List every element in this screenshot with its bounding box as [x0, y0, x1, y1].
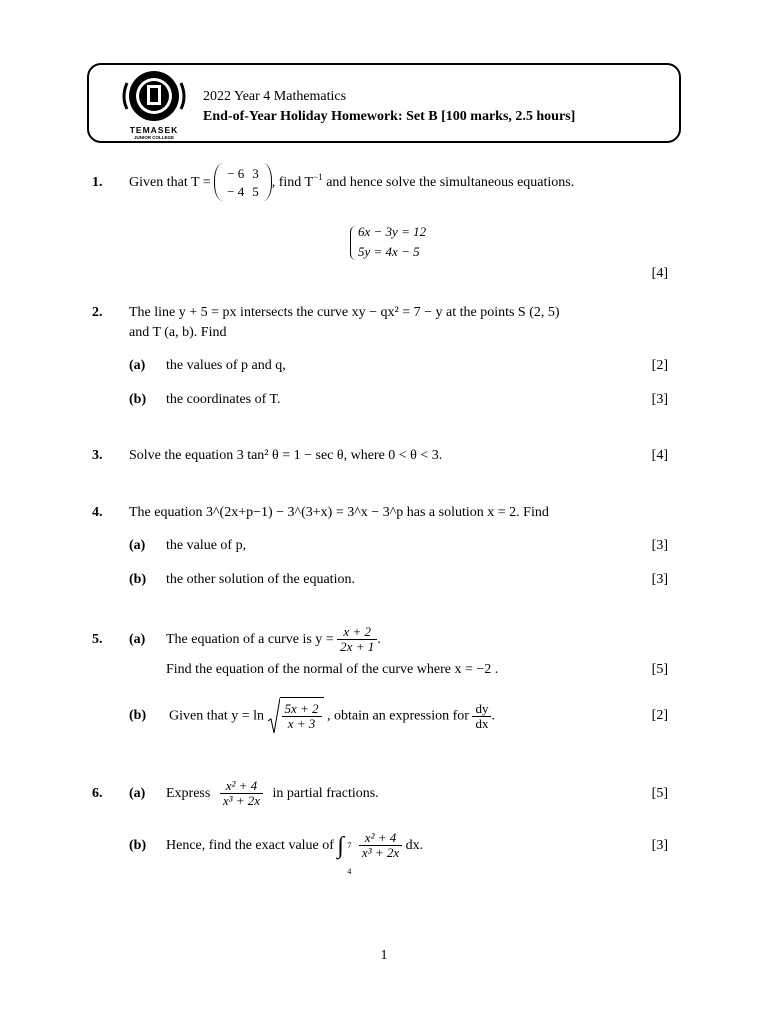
q6a-text: Express — [166, 786, 211, 801]
q4b-text: the other solution of the equation. — [166, 572, 355, 587]
q1-text-after: , find T — [271, 175, 314, 190]
q6a-text2: in partial fractions. — [272, 786, 379, 801]
q6a-fraction: $\frac{\text{x² + 4}}{\text{x³ + 2x}}$ — [220, 779, 263, 808]
q4a-label: (a) — [129, 538, 146, 553]
q1-text-before: Given that T = — [129, 175, 211, 190]
document-title: End-of-Year Holiday Homework: Set B [100 marks, 2.5 hours] — [203, 109, 576, 124]
q5b-stem: Given that y = ln $\frac{5x + 2}{x + 3}$ , obtain an expression for $\frac{dy}{dx}$ . — [169, 697, 495, 736]
q3-number: 3. — [92, 448, 103, 463]
q5b-marks: [2] — [651, 708, 668, 723]
q1-number: 1. — [92, 175, 103, 190]
q6b-marks: [3] — [651, 838, 668, 853]
q4a-marks: [3] — [651, 538, 668, 553]
logo-subtext: JUNIOR COLLEGE — [133, 135, 174, 140]
equation-2: 5y = 4x − 5 — [358, 244, 420, 259]
q4b-marks: [3] — [651, 572, 668, 587]
header-box — [87, 63, 681, 143]
q5b-text: Given that y = ln — [169, 708, 264, 724]
q2a-marks: [2] — [651, 358, 668, 373]
q4a-text: the value of p, — [166, 538, 247, 553]
document-subtitle: 2022 Year 4 Mathematics — [203, 89, 347, 104]
q1-stem: Given that T = − 6 3 − 4 5 , find $T^{-1}$ and hence solve the simultaneous equations. — [129, 164, 574, 202]
q5a-text: The equation of a curve is y = — [166, 632, 334, 647]
crest-icon — [117, 69, 191, 125]
q5a-fraction: $\frac{x + 2}{2x + 1}$ — [337, 625, 377, 654]
q6-number: 6. — [92, 786, 103, 801]
q5a-marks: [5] — [651, 662, 668, 677]
q6b-label: (b) — [129, 838, 147, 853]
q5a-stem: The equation of a curve is y = $\frac{x + 2}{2x + 1}$ . — [166, 624, 381, 655]
q6b-stem — [166, 827, 424, 876]
q2a-label: (a) — [129, 358, 146, 373]
q1-text-end: and hence solve the simultaneous equations. — [326, 175, 575, 190]
equation-1: 6x − 3y = 12 — [358, 224, 427, 239]
q6b-text: Hence, find the exact value of — [166, 838, 334, 853]
integral-icon: ∫ 7 4 — [337, 832, 352, 876]
q5b-text2: , obtain an expression for — [327, 708, 469, 724]
matrix-T: − 6 3 − 4 5 — [214, 165, 272, 201]
q5a-label: (a) — [129, 632, 146, 647]
dy-dx: $\frac{dy}{dx}$ — [472, 702, 491, 731]
q6b-fraction: $\frac{\text{x² + 4}}{\text{x³ + 2x}}$ — [359, 831, 402, 860]
q2-number: 2. — [92, 305, 103, 320]
q6a-label: (a) — [129, 786, 146, 801]
q1-marks: [4] — [651, 266, 668, 281]
q6b-dx: dx. — [405, 838, 424, 853]
q2a-text: the values of p and q, — [166, 358, 286, 373]
q2-line2: and T (a, b). Find — [129, 325, 227, 340]
q2b-label: (b) — [129, 392, 147, 407]
q6a-marks: [5] — [651, 786, 668, 801]
q3-text: Solve the equation 3 tan² θ = 1 − sec θ, where 0 < θ < 3. — [129, 448, 443, 463]
page-number: 1 — [380, 948, 388, 963]
q2-line1: The line y + 5 = px intersects the curve xy − qx² = 7 − y at the points S (2, 5) — [129, 305, 560, 320]
q4-number: 4. — [92, 505, 103, 520]
q6a-stem — [166, 774, 379, 814]
q2b-text: the coordinates of T. — [166, 392, 281, 407]
q5b-label: (b) — [129, 708, 147, 723]
sqrt-icon — [268, 697, 280, 735]
q5-number: 5. — [92, 632, 103, 647]
q3-marks: [4] — [651, 448, 668, 463]
q4b-label: (b) — [129, 572, 147, 587]
q4-text: The equation 3^(2x+p−1) − 3^(3+x) = 3^x − 3^p has a solution x = 2. Find — [129, 505, 549, 520]
school-logo — [117, 69, 191, 141]
q2b-marks: [3] — [651, 392, 668, 407]
q5b-sqrt: $\frac{5x + 2}{x + 3}$ — [268, 697, 324, 736]
q5a-line2: Find the equation of the normal of the curve where x = −2 . — [166, 662, 499, 677]
logo-name: TEMASEK — [129, 125, 179, 135]
